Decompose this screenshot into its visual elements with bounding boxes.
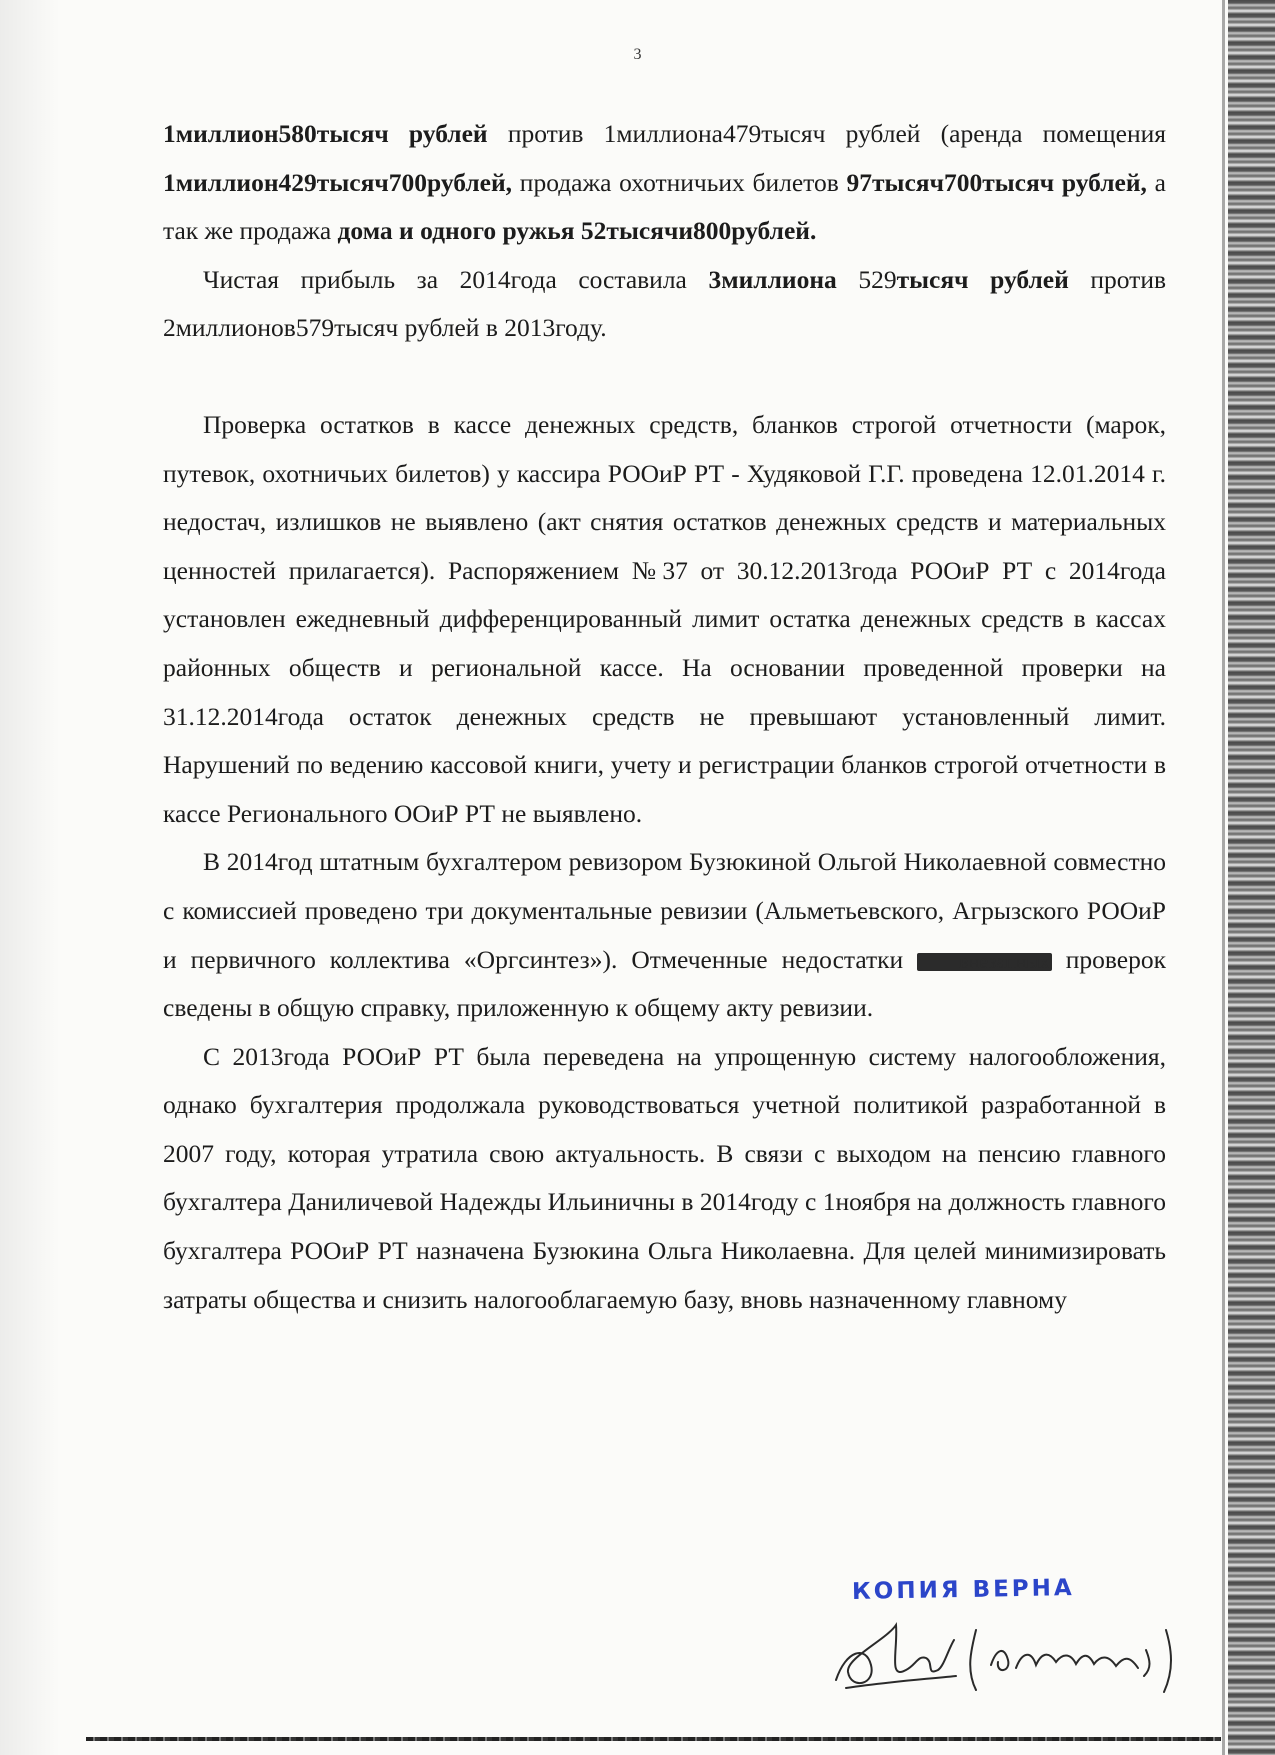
paragraph [163,1033,1166,1325]
text-run: Чистая прибыль за 2014года составила [203,264,709,294]
bold-text-run: 1миллион580тысяч рублей [163,119,488,148]
scan-fold-shadow [0,0,60,1755]
document-body [163,110,1166,1324]
paragraph [163,110,1166,256]
struck-out-word: внезапных [917,953,1052,971]
text-run: В 2014год штатным бухгалтером ревизором Бузюкиной Ольгой Николаевной совместно с комиссией проведено три документальные ревизии (Альметьевского, Агрызского РООиР и первичного коллектива «Оргсинтез»). Отмеченные недостатки [163,847,1166,974]
text-run: продажа охотничьих билетов [512,167,847,197]
signature-caption: [А.Л.Кашкильгов] [826,1610,834,1611]
bold-text-run: 1миллион429тысяч700рублей, [163,167,513,197]
handwritten-signature [826,1610,1206,1700]
text-run: а так же продажа [163,167,1166,246]
scan-edge-line [1222,0,1225,1755]
paragraph [163,256,1166,353]
bold-text-run: 3миллиона [708,264,837,294]
bold-text-run: 97тысяч700тысяч рублей, [846,167,1147,197]
text-run: проверок сведены в общую справку, приложенную к общему акту ревизии. [163,944,1167,1023]
bold-text-run: тысяч рублей [896,264,1069,294]
copy-verified-stamp: КОПИЯ ВЕРНА [851,1575,1075,1605]
page-number: 3 [633,46,642,63]
text-run: против 1миллиона479тысяч рублей (аренда помещения [487,119,1166,148]
scan-right-edge [1228,0,1275,1755]
text-run: против 2миллионов579тысяч рублей в 2013году. [163,264,1167,343]
text-run: Проверка остатков в кассе денежных средств, бланков строгой отчетности (марок, путевок, охотничьих билетов) у кассира РООиР РТ - Худяковой Г.Г. проведена 12.01.2014 г. недостач, излишков не выявлено (акт снятия остатков денежных средств и материальных ценностей прилагается). Распоряжением №37 от 30.12.2013года РООиР РТ с 2014года установлен ежедневный дифференцированный лимит остатка денежных средств в кассах районных обществ и региональной кассе. На основании проведенной проверки на 31.12.2014года остаток денежных средств не превышают установленный лимит. Нарушений по ведению кассовой книги, учету и регистрации бланков строгой отчетности в кассе Регионального ООиР РТ не выявлено. [163,409,1166,828]
paragraph [163,401,1166,838]
paragraph-gap [163,353,1166,401]
bottom-scan-line [86,1737,1221,1741]
text-run: 529 [836,264,897,294]
bold-text-run: дома и одного ружья 52тысячи800рублей. [337,216,817,246]
paragraph [163,838,1166,1032]
text-run: С 2013года РООиР РТ была переведена на упрощенную систему налогообложения, однако бухгалтерия продолжала руководствоваться учетной политикой разработанной в 2007 году, которая утратила свою актуальность. В связи с выходом на пенсию главного бухгалтера Даниличевой Надежды Ильиничны в 2014году с 1ноября на должность главного бухгалтера РООиР РТ назначена Бузюкина Ольга Николаевна. Для целей минимизировать затраты общества и снизить налогооблагаемую базу, вновь назначенному главному [163,1041,1166,1314]
